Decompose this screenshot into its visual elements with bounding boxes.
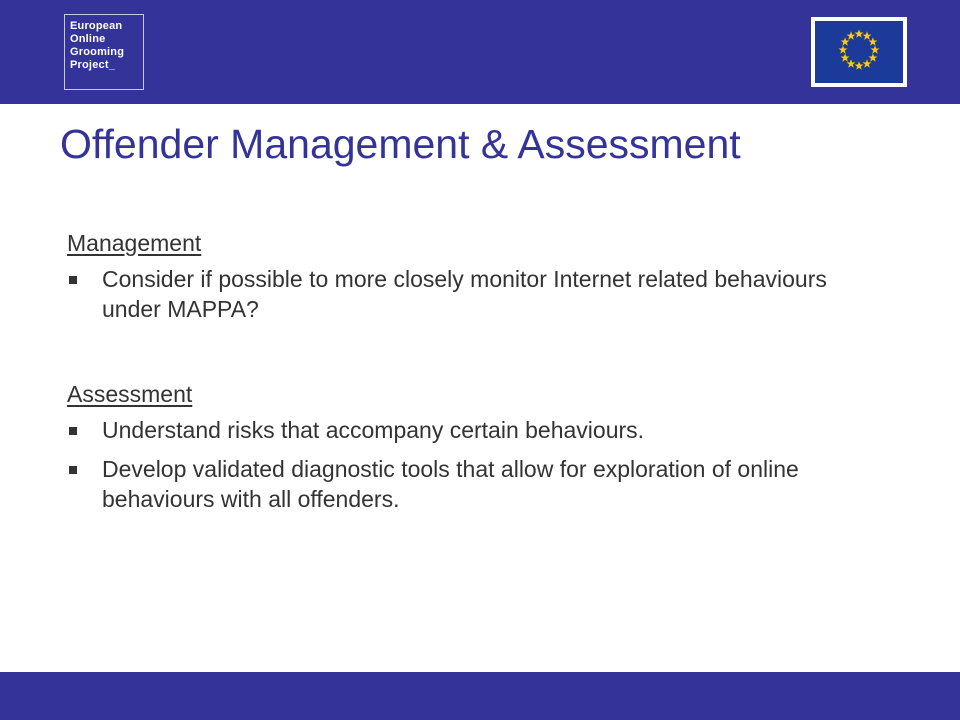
eu-stars-icon	[815, 21, 903, 83]
square-bullet-icon	[69, 466, 77, 474]
slide-content	[67, 228, 887, 523]
logo-line-3: Grooming	[70, 46, 125, 58]
section-heading: Management	[67, 230, 202, 256]
square-bullet-icon	[69, 276, 77, 284]
footer-bar	[0, 672, 960, 720]
bullet-item	[67, 264, 887, 324]
section-assessment	[67, 379, 887, 514]
project-logo	[64, 14, 144, 90]
eu-flag-icon	[815, 21, 903, 83]
bullet-text: Understand risks that accompany certain behaviours.	[102, 417, 645, 443]
section-heading: Assessment	[67, 381, 193, 407]
logo-line-1: European	[70, 20, 123, 32]
eu-flag-frame	[811, 17, 907, 87]
header-bar	[0, 0, 960, 104]
logo-line-2: Online	[70, 33, 106, 45]
square-bullet-icon	[69, 427, 77, 435]
bullet-text: Consider if possible to more closely monitor Internet related behaviours under MAPPA?	[102, 266, 827, 322]
slide-title: Offender Management & Assessment	[60, 121, 741, 167]
section-management	[67, 228, 887, 324]
bullet-text: Develop validated diagnostic tools that allow for exploration of online behaviours with all offenders.	[102, 456, 799, 512]
logo-line-4: Project_	[70, 59, 116, 71]
bullet-item	[67, 454, 887, 514]
bullet-item	[67, 415, 887, 445]
